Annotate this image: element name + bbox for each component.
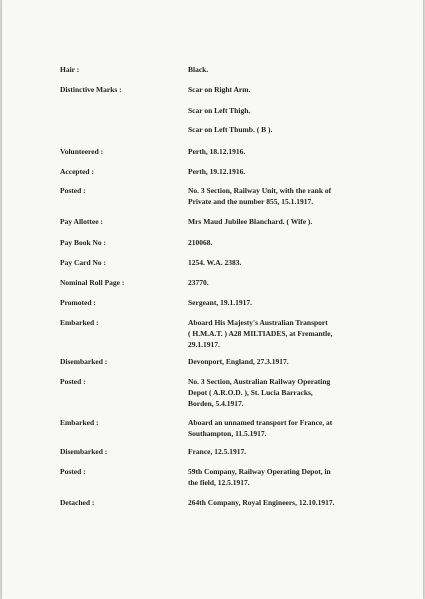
field-label: Pay Allottee : [60, 217, 103, 226]
document-page [2, 0, 423, 599]
field-value [188, 84, 378, 95]
field-value-line: Aboard an unnamed transport for France, at [188, 418, 333, 427]
field-label: Embarked : [60, 418, 99, 427]
field-value-line: Borden, 5.4.1917. [188, 399, 244, 408]
field-label: Nominal Roll Page : [60, 278, 125, 287]
field-value [188, 446, 378, 457]
field-label: Pay Card No : [60, 258, 107, 267]
field-value-line: No. 3 Section, Railway Unit, with the rank of [188, 186, 332, 195]
field-value-line: the field, 12.5.1917. [188, 478, 250, 487]
field-value [188, 124, 378, 135]
field-value [188, 64, 378, 75]
field-value [188, 417, 378, 439]
field-label: Posted : [60, 186, 86, 195]
field-value [188, 185, 378, 207]
field-value-line: 29.1.1917. [188, 340, 220, 349]
field-label: Volunteered : [60, 147, 104, 156]
field-value-line: 23770. [188, 278, 209, 287]
field-label: Accepted : [60, 167, 94, 176]
field-value [188, 497, 378, 508]
field-value-line: Perth, 18.12.1916. [188, 147, 246, 156]
field-value [188, 466, 378, 488]
field-value-line: Private and the number 855, 15.1.1917. [188, 197, 314, 206]
field-value [188, 277, 378, 288]
field-value [188, 297, 378, 308]
field-value [188, 146, 378, 157]
field-label: Promoted : [60, 298, 96, 307]
field-value-line: Mrs Maud Jubilee Blanchard. ( Wife ). [188, 217, 313, 226]
field-value [188, 237, 378, 248]
field-label: Embarked : [60, 318, 99, 327]
field-label: Distinctive Marks : [60, 85, 122, 94]
field-label: Pay Book No : [60, 238, 107, 247]
field-value [188, 317, 378, 350]
field-label: Posted : [60, 377, 86, 386]
field-value-line: 59th Company, Railway Operating Depot, in [188, 467, 331, 476]
field-value-line: Black. [188, 65, 209, 74]
field-value-line: Devonport, England, 27.3.1917. [188, 357, 289, 366]
field-value [188, 376, 378, 409]
field-value-line: Sergeant, 19.1.1917. [188, 298, 252, 307]
field-value-line: No. 3 Section, Australian Railway Operating [188, 377, 331, 386]
field-label: Posted : [60, 467, 86, 476]
field-value-line: Southampton, 11.5.1917. [188, 429, 267, 438]
field-value-line: 210068. [188, 238, 213, 247]
field-value-line: Scar on Left Thumb. ( B ). [188, 125, 273, 134]
field-value [188, 216, 378, 227]
field-value-line: 264th Company, Royal Engineers, 12.10.1917. [188, 498, 335, 507]
field-value-line: Perth, 19.12.1916. [188, 167, 246, 176]
field-label: Disembarked : [60, 447, 108, 456]
field-value-line: Scar on Left Thigh. [188, 106, 251, 115]
field-value-line: ( H.M.A.T. ) A28 MILTIADES, at Fremantle, [188, 329, 333, 338]
field-value [188, 105, 378, 116]
field-value [188, 356, 378, 367]
field-value [188, 166, 378, 177]
field-label: Disembarked : [60, 357, 108, 366]
field-value-line: France, 12.5.1917. [188, 447, 247, 456]
field-value-line: Scar on Right Arm. [188, 85, 251, 94]
field-label: Hair : [60, 65, 80, 74]
field-value [188, 257, 378, 268]
field-value-line: Depot ( A.R.O.D. ), St. Lucia Barracks, [188, 388, 313, 397]
field-label: Detached : [60, 498, 95, 507]
field-value-line: Aboard His Majesty's Australian Transport [188, 318, 328, 327]
field-value-line: 1254. W.A. 2383. [188, 258, 242, 267]
